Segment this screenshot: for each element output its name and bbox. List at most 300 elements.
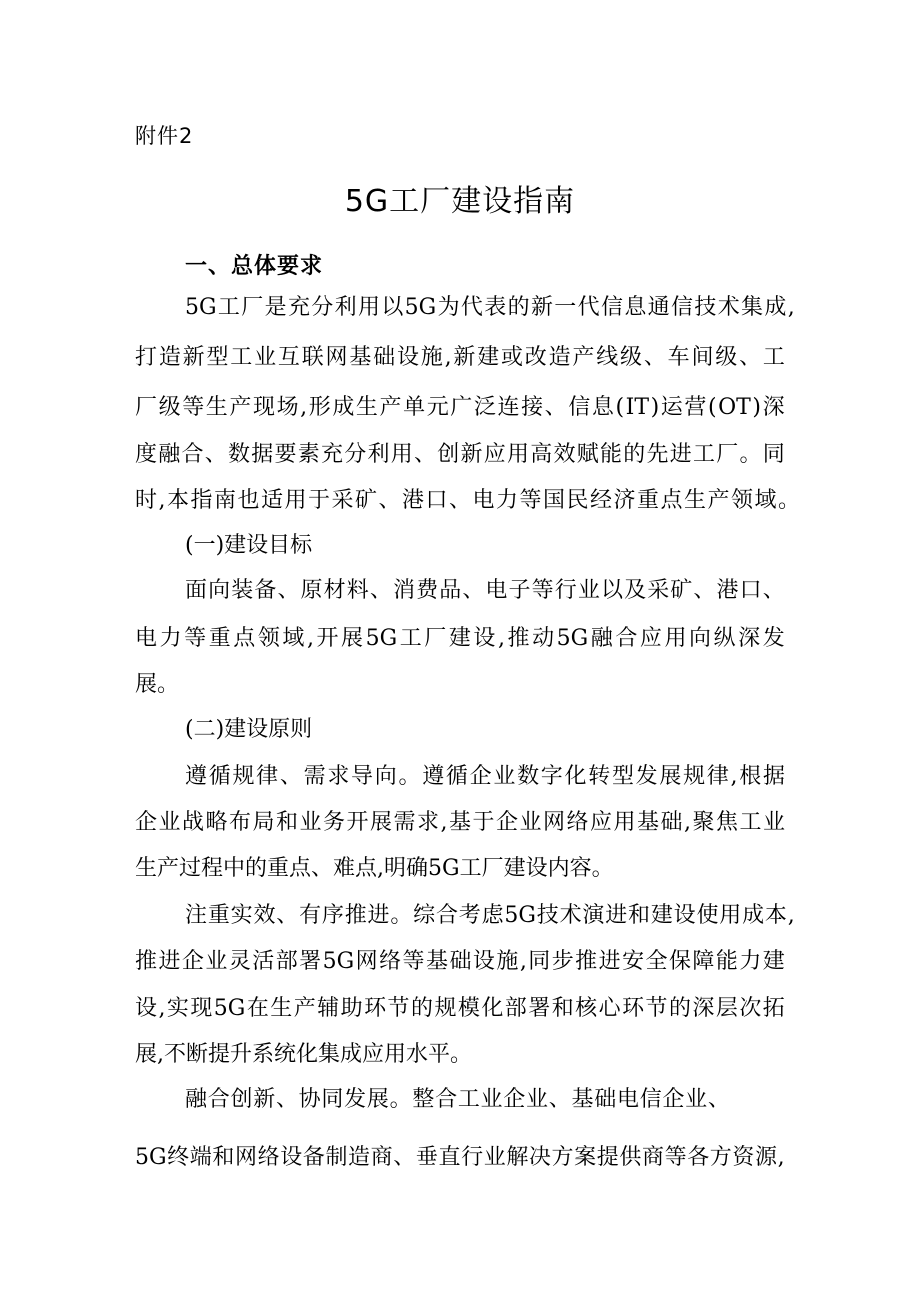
text-glyph: 业 [299,810,322,835]
text-glyph: 的 [507,295,530,320]
text-glyph: 工 [739,810,762,835]
text-glyph: 注 [185,903,208,928]
text-glyph: 、 [544,395,567,420]
text-glyph: ( [615,395,625,420]
text-glyph: 务 [323,810,346,835]
text-glyph: 息 [591,395,614,420]
text-glyph: 方 [551,1145,574,1170]
text-glyph: 安 [622,949,645,974]
text-glyph: , [300,395,308,420]
text-glyph: 力 [159,626,182,651]
text-glyph: 。 [398,764,421,789]
text-glyph: 、 [275,1087,298,1112]
text-glyph: 于 [307,488,330,513]
paragraph-line [135,947,785,977]
text-glyph: 资 [732,1145,755,1170]
text-glyph: 行 [461,1145,484,1170]
text-glyph: 的 [623,442,646,467]
document-title: 5G工厂建设指南 [344,184,576,219]
text-glyph: 应 [639,626,662,651]
text-glyph: 和 [628,903,651,928]
text-glyph: 备 [254,578,277,603]
text-glyph: 发 [762,626,785,651]
text-glyph: 等 [184,626,207,651]
text-glyph: 次 [739,996,762,1021]
text-glyph: 域 [282,626,305,651]
text-glyph: 施 [496,949,519,974]
text-glyph: , [777,1145,785,1170]
text-glyph: 用 [284,488,307,513]
text-glyph: 融 [185,1087,208,1112]
text-glyph: 技 [536,903,559,928]
text-glyph: 充 [321,442,344,467]
text-glyph: 深 [692,996,715,1021]
text-glyph: 子 [508,578,531,603]
text-glyph: 经 [589,488,612,513]
text-glyph: 、 [204,442,227,467]
text-glyph: 用 [507,442,530,467]
text-glyph: 能 [715,949,738,974]
text-glyph: 源 [755,1145,778,1170]
text-glyph: , [519,949,527,974]
text-glyph: 创 [437,442,460,467]
text-glyph: 步 [551,949,574,974]
text-glyph: 直 [438,1145,461,1170]
text-glyph: 业 [493,764,516,789]
text-glyph: 、 [462,578,485,603]
text-glyph: 设 [135,996,158,1021]
text-glyph: 辅 [317,996,340,1021]
text-glyph: 等 [182,395,205,420]
text-glyph: , [787,903,795,928]
text-glyph: 规 [683,764,706,789]
text-glyph: 表 [484,295,507,320]
text-glyph: 在 [246,996,269,1021]
text-glyph: 等 [402,949,425,974]
text-glyph: 建 [762,949,785,974]
text-glyph: 应 [589,810,612,835]
text-glyph: 础 [594,1087,617,1112]
text-glyph: 合 [181,442,204,467]
text-glyph: 设 [396,345,419,370]
text-glyph: 品 [439,578,462,603]
text-glyph: 一 [554,295,577,320]
text-glyph: 业 [519,810,542,835]
text-glyph: 业 [254,345,277,370]
text-glyph: 业 [577,578,600,603]
text-glyph: 推 [135,949,158,974]
text-glyph: 电 [135,626,158,651]
text-glyph: 济 [613,488,636,513]
text-glyph: 解 [506,1145,529,1170]
text-glyph: 网 [355,949,378,974]
text-glyph: 厂 [424,626,447,651]
text-glyph: 律 [256,764,279,789]
text-glyph: 领 [257,626,280,651]
text-glyph: 方 [709,1145,732,1170]
text-glyph: 于 [472,810,495,835]
text-glyph: 进 [669,442,692,467]
text-glyph: 络 [566,810,589,835]
text-glyph: 企 [181,949,204,974]
text-glyph: 础 [660,810,683,835]
text-glyph: 。 [389,1087,412,1112]
text-glyph: 转 [588,764,611,789]
text-glyph: 民 [566,488,589,513]
text-glyph: 采 [647,578,670,603]
text-glyph: 矿 [670,578,693,603]
text-glyph: 等 [531,578,554,603]
text-glyph: 全 [645,949,668,974]
text-glyph: 成 [332,395,355,420]
text-glyph: 动 [532,626,555,651]
text-glyph: 5G [404,295,437,320]
text-glyph: 、 [378,488,401,513]
text-glyph: 整 [412,1087,435,1112]
text-glyph: 节 [645,996,668,1021]
text-glyph: 5G [135,1145,167,1170]
text-glyph: 企 [469,764,492,789]
text-glyph: 接 [521,395,544,420]
text-glyph: 改 [524,345,547,370]
text-glyph: ) [752,395,761,420]
text-glyph: 融 [590,626,613,651]
text-glyph: OT [718,395,751,420]
text-glyph: 、 [448,488,471,513]
text-glyph: 级 [158,395,181,420]
text-glyph: 环 [364,996,387,1021]
text-glyph: 业 [480,1087,503,1112]
text-glyph: 电 [472,488,495,513]
text-glyph: 同 [528,949,551,974]
text-glyph: 指 [190,488,213,513]
text-glyph: 代 [460,295,483,320]
text-glyph: 息 [624,295,647,320]
text-glyph: 新 [460,442,483,467]
paragraph-line [185,1085,730,1115]
text-glyph: 。 [777,488,800,513]
text-glyph: 演 [582,903,605,928]
text-glyph: 效 [553,442,576,467]
text-glyph: 工 [217,295,240,320]
text-glyph: 深 [762,395,785,420]
paragraph-line [135,994,785,1024]
text-glyph: 联 [301,345,324,370]
text-glyph: 、 [369,578,392,603]
text-glyph: 消 [392,578,415,603]
text-glyph: 造 [348,1145,371,1170]
text-glyph: 进 [367,903,390,928]
text-glyph: 电 [485,578,508,603]
text-glyph: 企 [135,810,158,835]
text-glyph: ) [650,395,660,420]
text-glyph: 焦 [715,810,738,835]
paragraph-line [135,1143,785,1173]
text-glyph: 术 [559,903,582,928]
text-glyph: 基 [349,345,372,370]
text-glyph: 级 [620,345,643,370]
text-glyph: 等 [519,488,542,513]
text-glyph: 成 [742,903,765,928]
text-glyph: 重 [636,488,659,513]
text-glyph: 也 [237,488,260,513]
text-glyph: 新 [530,295,553,320]
text-glyph: 线 [596,345,619,370]
paragraph-line [185,762,785,792]
text-glyph: 企 [662,1087,685,1112]
paragraph-line [185,901,795,931]
text-glyph: 商 [370,1145,393,1170]
text-glyph: 时 [135,488,158,513]
text-glyph: 环 [622,996,645,1021]
text-glyph: 业 [685,1087,708,1112]
text-glyph: 字 [540,764,563,789]
text-glyph: 产 [379,395,402,420]
text-glyph: 及 [624,578,647,603]
text-glyph: 建 [448,626,471,651]
text-glyph: 企 [503,1087,526,1112]
text-glyph: 技 [694,295,717,320]
text-glyph: 供 [619,1145,642,1170]
text-glyph: 点 [233,626,256,651]
text-glyph: 设 [280,1145,303,1170]
text-glyph: 产 [229,395,252,420]
paragraph-line [135,393,785,423]
text-glyph: 生 [270,996,293,1021]
text-glyph: 向 [689,626,712,651]
text-glyph: 据 [251,442,274,467]
paragraph-line: 展,不断提升系统化集成应用水平。 [135,1042,472,1067]
text-glyph: 单 [403,395,426,420]
text-glyph: 网 [235,1145,258,1170]
text-glyph: 广 [450,395,473,420]
text-glyph: 布 [229,810,252,835]
text-glyph: 新 [453,345,476,370]
text-glyph: 装 [231,578,254,603]
text-glyph: 规 [434,996,457,1021]
text-glyph: , [497,626,505,651]
text-glyph: 电 [616,1087,639,1112]
text-glyph: 或 [500,345,523,370]
text-glyph: 代 [577,295,600,320]
text-glyph: 场 [276,395,299,420]
text-glyph: 度 [135,442,158,467]
text-glyph: 型 [206,345,229,370]
text-glyph: 发 [344,1087,367,1112]
text-glyph: 和 [551,996,574,1021]
text-glyph: 实 [166,996,189,1021]
text-glyph: 垂 [415,1145,438,1170]
text-glyph: 备 [302,1145,325,1170]
text-glyph: 保 [668,949,691,974]
text-glyph: 基 [571,1087,594,1112]
text-glyph: 循 [208,764,231,789]
text-glyph: 合 [207,1087,230,1112]
text-glyph: 同 [321,1087,344,1112]
text-glyph: 化 [481,996,504,1021]
text-glyph: 需 [393,810,416,835]
text-glyph: 基 [636,810,659,835]
text-glyph: 提 [596,1145,619,1170]
text-glyph: 分 [344,442,367,467]
text-glyph: 需 [303,764,326,789]
text-glyph: 通 [647,295,670,320]
text-glyph: 材 [323,578,346,603]
text-glyph: 实 [230,903,253,928]
paragraph-line: 生产过程中的重点、难点,明确5G工厂建设内容。 [135,856,614,881]
text-glyph: 信 [671,295,694,320]
text-glyph: 集 [741,295,764,320]
text-glyph: 充 [287,295,310,320]
text-glyph: 现 [190,996,213,1021]
text-glyph: 5G [504,903,536,928]
text-glyph: 综 [413,903,436,928]
text-glyph: 本 [166,488,189,513]
text-glyph: 信 [600,295,623,320]
text-glyph: 成 [764,295,787,320]
text-glyph: 造 [158,345,181,370]
text-glyph: 虑 [481,903,504,928]
text-glyph: 署 [299,949,322,974]
text-glyph: 部 [504,996,527,1021]
text-glyph: 建 [477,345,500,370]
text-glyph: 建 [650,903,673,928]
text-glyph: 本 [764,903,787,928]
text-glyph: , [440,810,448,835]
text-glyph: 展 [341,626,364,651]
text-glyph: IT [625,395,649,420]
text-glyph: 运 [660,395,683,420]
text-glyph: 进 [605,903,628,928]
section-heading-general-requirements: 一、总体要求 [185,254,324,279]
text-glyph: 业 [483,1145,506,1170]
text-glyph: 5G [185,295,217,320]
text-glyph: 费 [416,578,439,603]
text-glyph: 设 [472,949,495,974]
text-glyph: 协 [298,1087,321,1112]
text-glyph: 工 [230,345,253,370]
text-glyph: 先 [646,442,669,467]
text-glyph: 港 [401,488,424,513]
text-glyph: 聚 [692,810,715,835]
text-glyph: , [444,345,452,370]
text-glyph: 网 [325,345,348,370]
text-glyph: 产 [707,488,730,513]
text-glyph: 是 [264,295,287,320]
text-glyph: 、 [693,578,716,603]
subsection-heading-goals: (一)建设目标 [185,533,313,558]
text-glyph: 高 [530,442,553,467]
text-glyph: 同 [762,442,785,467]
text-glyph: 推 [344,903,367,928]
text-glyph: 生 [355,395,378,420]
text-glyph: 连 [497,395,520,420]
text-glyph: 信 [568,395,591,420]
text-glyph: 工 [457,1087,480,1112]
text-glyph: 级 [715,345,738,370]
text-glyph: 的 [668,996,691,1021]
text-glyph: 工 [693,442,716,467]
text-glyph: 行 [554,578,577,603]
subsection-heading-principles: (二)建设原则 [185,717,313,742]
text-glyph: 障 [692,949,715,974]
text-glyph: , [730,764,738,789]
text-glyph: 端 [189,1145,212,1170]
text-glyph: 节 [387,996,410,1021]
text-glyph: 厂 [241,295,264,320]
text-glyph: 、 [276,903,299,928]
text-glyph: 港 [716,578,739,603]
text-glyph: 网 [542,810,565,835]
text-glyph: 展 [366,1087,389,1112]
text-glyph: ( [707,395,717,420]
text-glyph: 遵 [422,764,445,789]
text-glyph: 分 [311,295,334,320]
attachment-label: 附件2 [135,124,194,148]
text-glyph: 厂 [135,395,158,420]
text-glyph: 助 [340,996,363,1021]
text-glyph: 融 [158,442,181,467]
text-glyph: 向 [208,578,231,603]
text-glyph: 以 [600,578,623,603]
text-glyph: 设 [473,626,496,651]
text-glyph: 向 [374,764,397,789]
text-glyph: 开 [346,810,369,835]
text-glyph: 元 [426,395,449,420]
text-glyph: 进 [158,949,181,974]
text-glyph: 、 [548,1087,571,1112]
text-glyph: 产 [293,996,316,1021]
text-glyph: 业 [762,810,785,835]
text-glyph: 采 [331,488,354,513]
text-glyph: 间 [691,345,714,370]
text-glyph: 、 [707,1087,730,1112]
text-glyph: 各 [687,1145,710,1170]
text-glyph: 序 [321,903,344,928]
text-glyph: 术 [717,295,740,320]
text-glyph: 深 [738,626,761,651]
text-glyph: 厂 [716,442,739,467]
text-glyph: 应 [483,442,506,467]
text-glyph: 规 [232,764,255,789]
text-glyph: 创 [230,1087,253,1112]
text-glyph: 口 [425,488,448,513]
text-glyph: 南 [213,488,236,513]
text-glyph: 原 [300,578,323,603]
text-glyph: 终 [167,1145,190,1170]
text-glyph: 和 [212,1145,235,1170]
text-glyph: 要 [274,442,297,467]
text-glyph: 领 [730,488,753,513]
text-glyph: 矿 [354,488,377,513]
text-glyph: 工 [762,345,785,370]
text-glyph: 用 [357,295,380,320]
paragraph-line [135,808,785,838]
text-glyph: 力 [739,949,762,974]
text-glyph: 合 [435,903,458,928]
text-glyph: 利 [367,442,390,467]
text-glyph: 用 [390,442,413,467]
text-glyph: 形 [308,395,331,420]
text-glyph: 现 [252,395,275,420]
text-glyph: 略 [205,810,228,835]
paragraph-line [185,293,795,323]
text-glyph: 灵 [228,949,251,974]
text-glyph: 口 [739,578,762,603]
text-glyph: 合 [435,1087,458,1112]
text-glyph: 律 [706,764,729,789]
text-glyph: 新 [182,345,205,370]
